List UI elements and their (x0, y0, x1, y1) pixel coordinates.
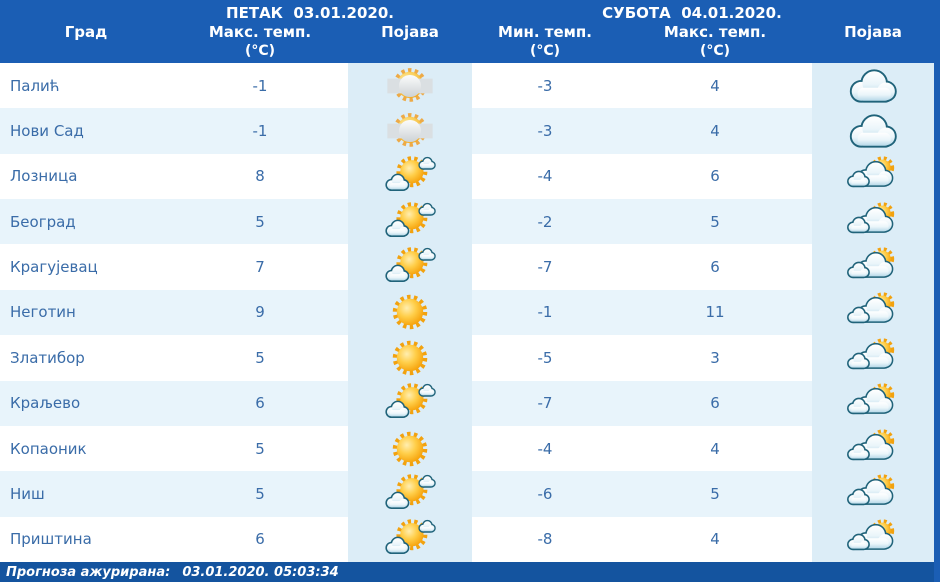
sat-icon-cell (812, 108, 934, 153)
fri-max-cell: 5 (255, 484, 265, 503)
update-status-bar (0, 562, 940, 582)
city-cell: Краљево (10, 394, 81, 413)
sun-fog-icon (384, 111, 436, 151)
sat-max-cell: 11 (705, 303, 725, 322)
sat-max-cell: 4 (710, 439, 720, 458)
table-row (0, 63, 934, 108)
col-header-fri-icon-label: Појава (381, 23, 439, 41)
col-header-fri-max (172, 23, 348, 61)
sat-max-cell: 5 (710, 484, 720, 503)
sat-icon-cell (812, 471, 934, 516)
forecast-rows (0, 63, 934, 562)
sat-max-cell: 4 (710, 76, 720, 95)
col-header-sat-max-label: Макс. темп. (663, 23, 767, 41)
fri-icon-cell (348, 108, 472, 153)
col-header-city-label: Град (64, 23, 108, 41)
sat-max-cell: 5 (710, 212, 720, 231)
table-row (0, 517, 934, 562)
city-cell: Палић (10, 76, 60, 95)
sat-max-cell: 3 (710, 348, 720, 367)
sat-min-cell: -3 (537, 76, 553, 95)
sun-icon (384, 429, 436, 469)
fri-icon-cell (348, 471, 472, 516)
col-header-sat-min-unit: (°C) (529, 43, 561, 59)
sat-icon-cell (812, 244, 934, 289)
fri-icon-cell (348, 244, 472, 289)
sat-icon-cell (812, 63, 934, 108)
sun-fog-icon (384, 66, 436, 106)
clouds-sun-icon (847, 383, 899, 423)
fri-max-cell: -1 (252, 122, 268, 141)
col-header-sat-icon-label: Појава (844, 23, 902, 41)
day2-title: СУБОТА 04.01.2020. (602, 4, 782, 22)
clouds-sun-icon (847, 519, 899, 559)
fri-icon-cell (348, 154, 472, 199)
table-row (0, 108, 934, 153)
day-titles-row (0, 0, 934, 22)
clouds-sun-icon (847, 247, 899, 287)
city-cell: Нови Сад (10, 122, 84, 141)
sun-clouds-icon (384, 474, 436, 514)
sat-min-cell: -4 (537, 167, 553, 186)
sat-max-cell: 6 (710, 394, 720, 413)
city-cell: Ниш (10, 484, 45, 503)
fri-icon-cell (348, 381, 472, 426)
city-cell: Копаоник (10, 439, 87, 458)
col-header-sat-min-label: Мин. темп. (498, 23, 592, 41)
city-header-spacer (0, 4, 172, 22)
fri-icon-cell (348, 199, 472, 244)
city-cell: Златибор (10, 348, 85, 367)
sat-icon-cell (812, 381, 934, 426)
sat-min-cell: -5 (537, 348, 553, 367)
sat-min-cell: -8 (537, 530, 553, 549)
sun-icon (384, 292, 436, 332)
fri-max-cell: 6 (255, 394, 265, 413)
sat-icon-cell (812, 426, 934, 471)
sat-icon-cell (812, 199, 934, 244)
sun-clouds-icon (384, 247, 436, 287)
sat-min-cell: -1 (537, 303, 553, 322)
sun-icon (384, 338, 436, 378)
sat-max-cell: 4 (710, 122, 720, 141)
sun-clouds-icon (384, 202, 436, 242)
table-row (0, 335, 934, 380)
sat-min-cell: -4 (537, 439, 553, 458)
fri-max-cell: 8 (255, 167, 265, 186)
sat-max-cell: 6 (710, 258, 720, 277)
clouds-sun-icon (847, 429, 899, 469)
col-header-sat-min (472, 23, 618, 61)
table-row (0, 199, 934, 244)
clouds-sun-icon (847, 202, 899, 242)
fri-icon-cell (348, 335, 472, 380)
sun-clouds-icon (384, 156, 436, 196)
city-cell: Београд (10, 212, 76, 231)
sat-min-cell: -2 (537, 212, 553, 231)
city-cell: Лозница (10, 167, 78, 186)
sat-max-cell: 6 (710, 167, 720, 186)
sat-icon-cell (812, 154, 934, 199)
sat-icon-cell (812, 335, 934, 380)
update-status-timestamp: 03.01.2020. 05:03:34 (182, 564, 339, 580)
table-header (0, 0, 934, 63)
clouds-sun-icon (847, 292, 899, 332)
sat-min-cell: -3 (537, 122, 553, 141)
table-row (0, 290, 934, 335)
column-headers-row (0, 23, 934, 61)
col-header-fri-max-label: Макс. темп. (208, 23, 312, 41)
sat-icon-cell (812, 517, 934, 562)
city-cell: Приштина (10, 530, 92, 549)
fri-max-cell: 5 (255, 439, 265, 458)
cloud-icon (847, 66, 899, 106)
table-row (0, 381, 934, 426)
fri-max-cell: 9 (255, 303, 265, 322)
day1-title: ПЕТАК 03.01.2020. (226, 4, 394, 22)
clouds-sun-icon (847, 338, 899, 378)
table-row (0, 471, 934, 516)
table-row (0, 154, 934, 199)
sat-min-cell: -7 (537, 258, 553, 277)
fri-icon-cell (348, 517, 472, 562)
table-row (0, 426, 934, 471)
sat-max-cell: 4 (710, 530, 720, 549)
fri-max-cell: 7 (255, 258, 265, 277)
fri-icon-cell (348, 290, 472, 335)
fri-icon-cell (348, 63, 472, 108)
cloud-icon (847, 111, 899, 151)
fri-max-cell: 6 (255, 530, 265, 549)
sat-icon-cell (812, 290, 934, 335)
fri-max-cell: 5 (255, 348, 265, 367)
col-header-fri-max-unit: (°C) (244, 43, 276, 59)
fri-icon-cell (348, 426, 472, 471)
sat-min-cell: -7 (537, 394, 553, 413)
fri-max-cell: 5 (255, 212, 265, 231)
col-header-city (0, 23, 172, 61)
sun-clouds-icon (384, 383, 436, 423)
table-row (0, 244, 934, 289)
city-cell: Крагујевац (10, 258, 98, 277)
update-status-label: Прогноза ажурирана: (6, 564, 171, 580)
sat-min-cell: -6 (537, 484, 553, 503)
clouds-sun-icon (847, 474, 899, 514)
city-cell: Неготин (10, 303, 76, 322)
clouds-sun-icon (847, 156, 899, 196)
col-header-sat-max-unit: (°C) (699, 43, 731, 59)
col-header-sat-max (618, 23, 812, 61)
fri-max-cell: -1 (252, 76, 268, 95)
col-header-fri-icon (348, 23, 472, 61)
col-header-sat-icon (812, 23, 934, 61)
sun-clouds-icon (384, 519, 436, 559)
